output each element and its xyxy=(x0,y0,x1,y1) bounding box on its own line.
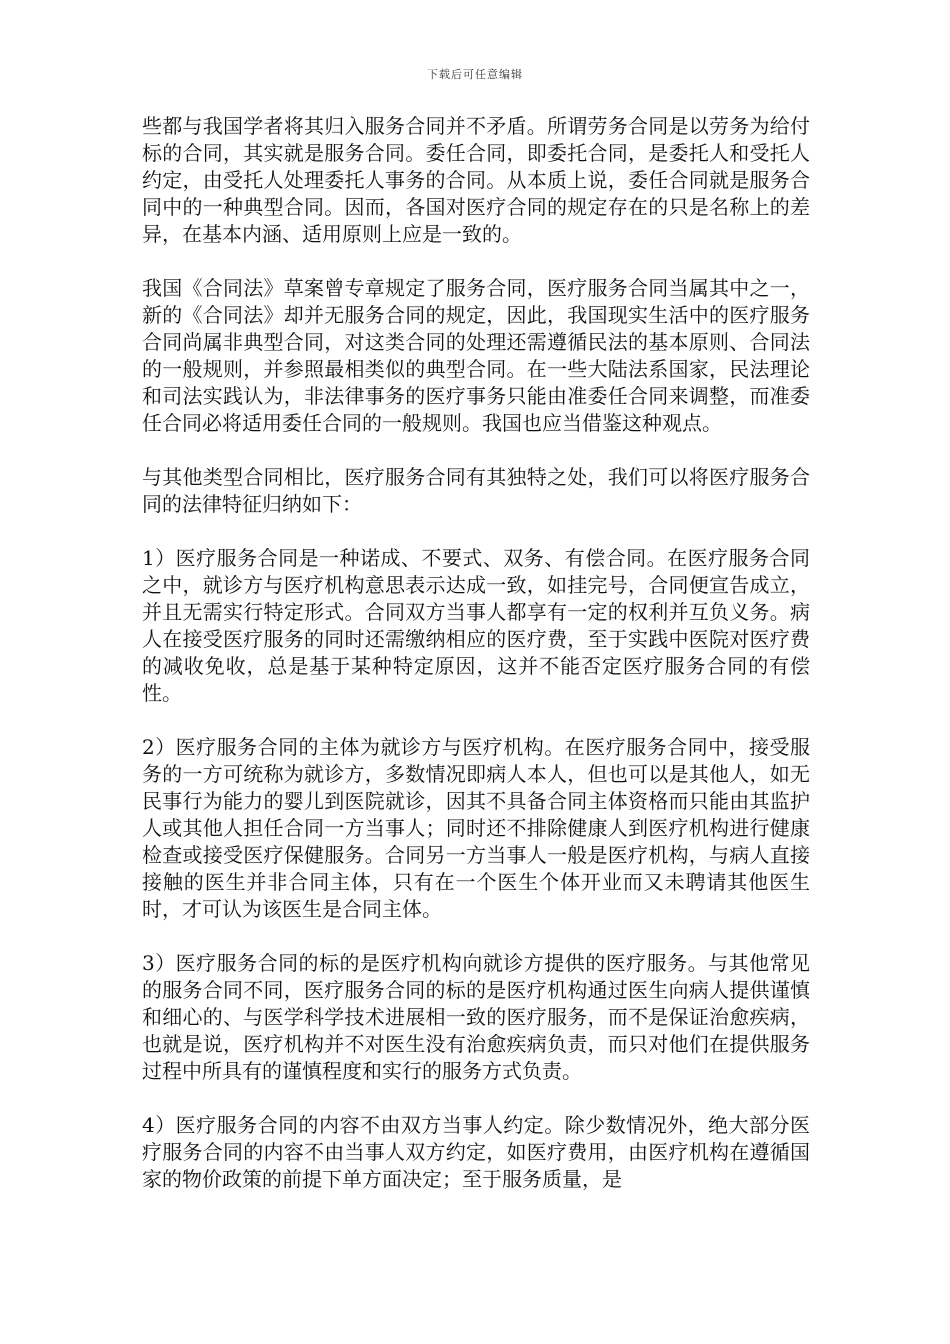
document-body xyxy=(142,113,810,1220)
paragraph: 3）医疗服务合同的标的是医疗机构向就诊方提供的医疗服务。与其他常见的服务合同不同，医疗服务合同的标的是医疗机构通过医生向病人提供谨慎和细心的、与医学科学技术进展相一致的医疗服务，而不是保证治愈疾病，也就是说，医疗机构并不对医生没有治愈疾病负责，而只对他们在提供服务过程中所具有的谨慎程度和实行的服务方式负责。 xyxy=(142,951,810,1083)
paragraph: 4）医疗服务合同的内容不由双方当事人约定。除少数情况外，绝大部分医疗服务合同的内容不由当事人双方约定，如医疗费用，由医疗机构在遵循国家的物价政策的前提下单方面决定；至于服务质量，是 xyxy=(142,1113,810,1191)
paragraph: 我国《合同法》草案曾专章规定了服务合同，医疗服务合同当属其中之一，新的《合同法》却并无服务合同的规定，因此，我国现实生活中的医疗服务合同尚属非典型合同，对这类合同的处理还需遵循民法的基本原则、合同法的一般规则，并参照最相类似的典型合同。在一些大陆法系国家，民法理论和司法实践认为，非法律事务的医疗事务只能由准委任合同来调整，而准委任合同必将适用委任合同的一般规则。我国也应当借鉴这种观点。 xyxy=(142,276,810,435)
paragraph: 与其他类型合同相比，医疗服务合同有其独特之处，我们可以将医疗服务合同的法律特征归纳如下： xyxy=(142,465,810,516)
paragraph: 些都与我国学者将其归入服务合同并不矛盾。所谓劳务合同是以劳务为给付标的合同，其实就是服务合同。委任合同，即委托合同，是委托人和受托人约定，由受托人处理委托人事务的合同。从本质上说，委任合同就是服务合同中的一种典型合同。因而，各国对医疗合同的规定存在的只是名称上的差异，在基本内涵、适用原则上应是一致的。 xyxy=(142,114,810,246)
paragraph: 2）医疗服务合同的主体为就诊方与医疗机构。在医疗服务合同中，接受服务的一方可统称为就诊方，多数情况即病人本人，但也可以是其他人，如无民事行为能力的婴儿到医院就诊，因其不具备合同主体资格而只能由其监护人或其他人担任合同一方当事人；同时还不排除健康人到医疗机构进行健康检查或接受医疗保健服务。合同另一方当事人一般是医疗机构，与病人直接接触的医生并非合同主体，只有在一个医生个体开业而又未聘请其他医生时，才可认为该医生是合同主体。 xyxy=(142,735,810,921)
paragraph: 1）医疗服务合同是一种诺成、不要式、双务、有偿合同。在医疗服务合同之中，就诊方与医疗机构意思表示达成一致，如挂完号，合同便宣告成立，并且无需实行特定形式。合同双方当事人都享有一定的权利并互负义务。病人在接受医疗服务的同时还需缴纳相应的医疗费，至于实践中医院对医疗费的减收免收，总是基于某种特定原因，这并不能否定医疗服务合同的有偿性。 xyxy=(142,546,810,705)
page-header: 下载后可任意编辑 xyxy=(427,68,523,81)
